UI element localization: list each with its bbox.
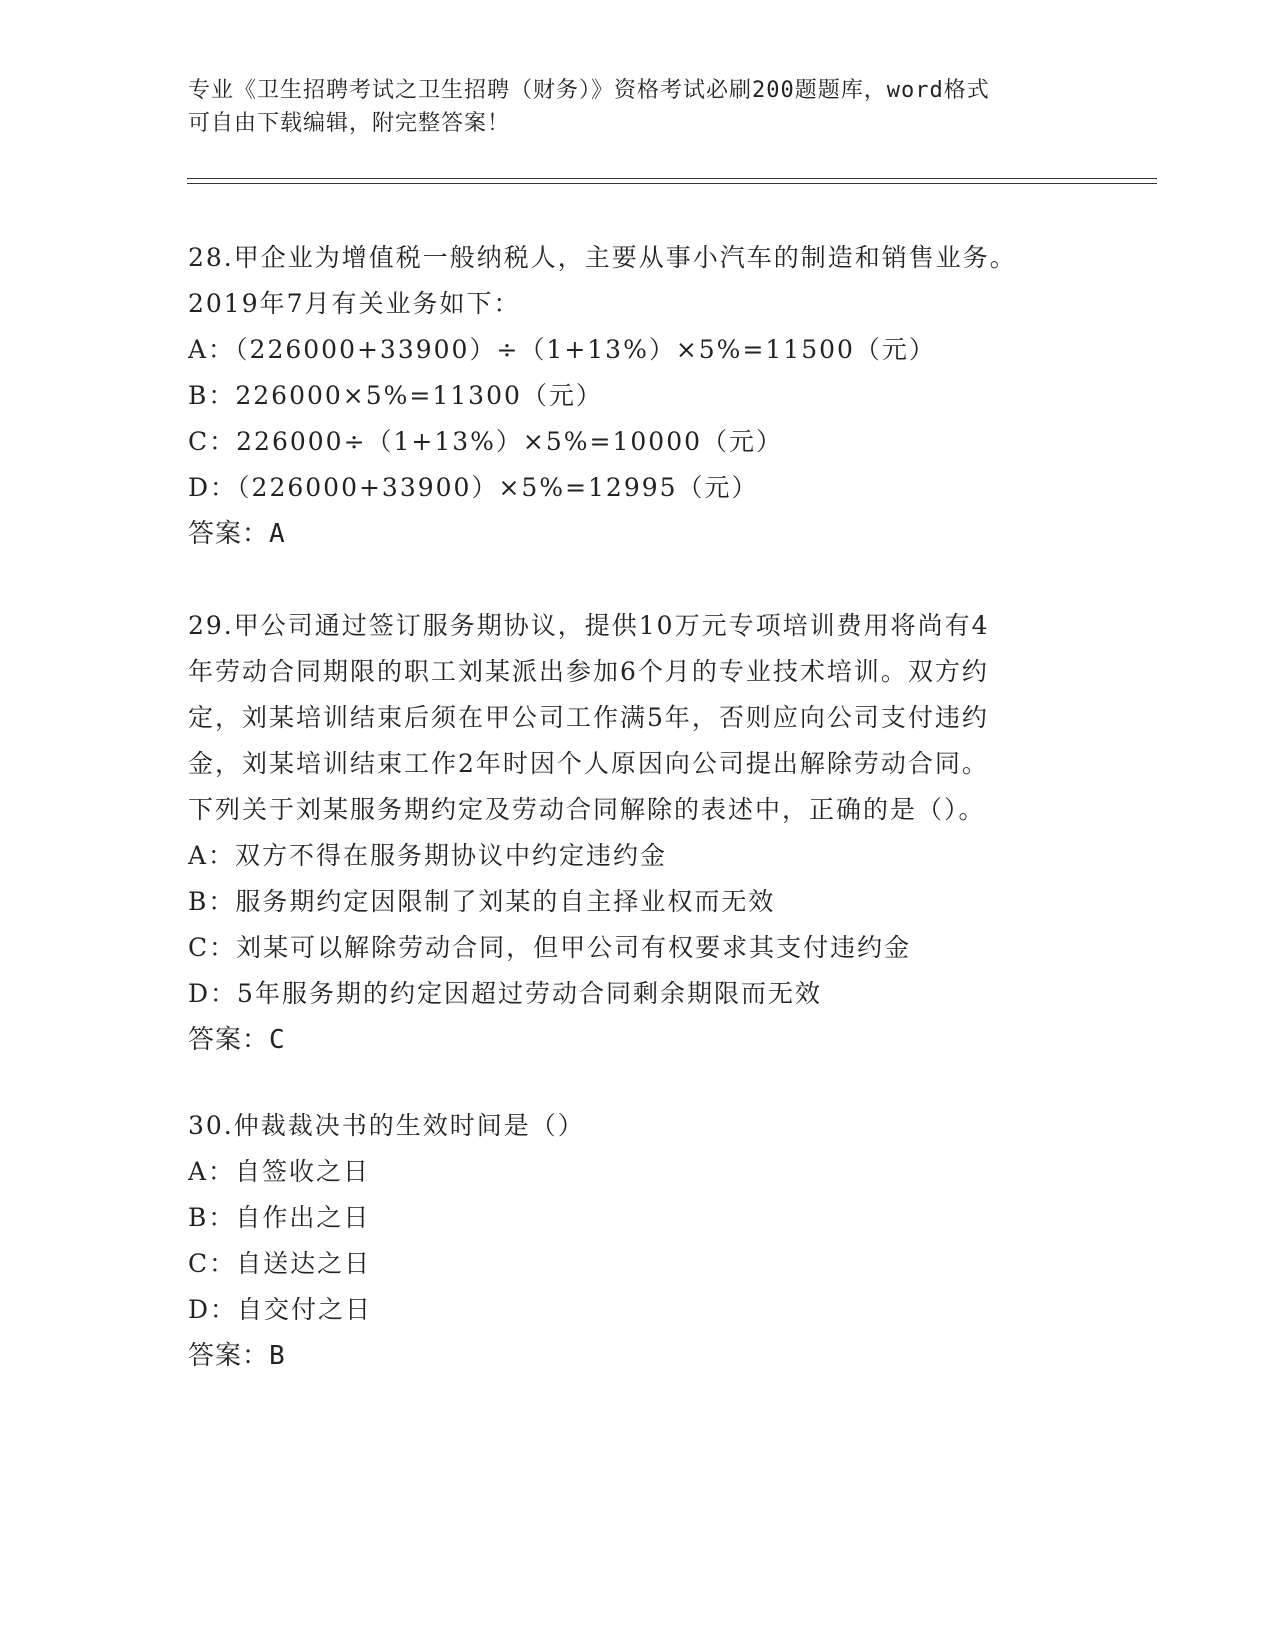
header-line-2: 可自由下载编辑，附完整答案！ xyxy=(188,111,511,136)
answer: 答案：C xyxy=(188,1025,286,1055)
document-header xyxy=(188,74,1088,140)
answer: 答案：B xyxy=(188,1341,286,1371)
option-d: D：（226000+33900）×5%=12995（元） xyxy=(188,473,759,502)
question-stem-line: 29.甲公司通过签订服务期协议，提供10万元专项培训费用将尚有4 xyxy=(188,611,990,640)
option-c: C：自送达之日 xyxy=(188,1249,372,1278)
option-b: B：自作出之日 xyxy=(188,1203,371,1232)
option-a: A：（226000+33900）÷（1+13%）×5%=11500（元） xyxy=(188,335,936,364)
question-stem-line: 2019年7月有关业务如下： xyxy=(188,289,521,318)
question-29 xyxy=(188,603,1088,1063)
option-c: C：226000÷（1+13%）×5%=10000（元） xyxy=(188,427,784,456)
option-d: D：自交付之日 xyxy=(188,1295,373,1324)
option-b: B：服务期约定因限制了刘某的自主择业权而无效 xyxy=(188,887,776,916)
option-a: A：自签收之日 xyxy=(188,1157,371,1186)
question-28 xyxy=(188,235,1088,557)
question-stem-line: 28.甲企业为增值税一般纳税人，主要从事小汽车的制造和销售业务。 xyxy=(188,243,1017,272)
answer: 答案：A xyxy=(188,519,286,549)
question-stem-line: 金，刘某培训结束工作2年时因个人原因向公司提出解除劳动合同。 xyxy=(188,749,989,778)
option-a: A：双方不得在服务期协议中约定违约金 xyxy=(188,841,668,870)
option-d: D：5年服务期的约定因超过劳动合同剩余期限而无效 xyxy=(188,979,822,1008)
header-divider-bottom xyxy=(187,183,1157,184)
header-line-1: 专业《卫生招聘考试之卫生招聘（财务）》资格考试必刷200题题库，word格式 xyxy=(188,78,990,103)
question-stem-line: 定，刘某培训结束后须在甲公司工作满5年，否则应向公司支付违约 xyxy=(188,703,989,732)
header-divider-top xyxy=(187,178,1157,179)
question-stem-line: 30.仲裁裁决书的生效时间是（） xyxy=(188,1111,585,1140)
question-stem-line: 下列关于刘某服务期约定及劳动合同解除的表述中，正确的是（）。 xyxy=(188,795,986,824)
question-30 xyxy=(188,1103,1088,1379)
option-b: B：226000×5%=11300（元） xyxy=(188,381,603,410)
question-stem-line: 年劳动合同期限的职工刘某派出参加6个月的专业技术培训。双方约 xyxy=(188,657,989,686)
option-c: C：刘某可以解除劳动合同，但甲公司有权要求其支付违约金 xyxy=(188,933,912,962)
